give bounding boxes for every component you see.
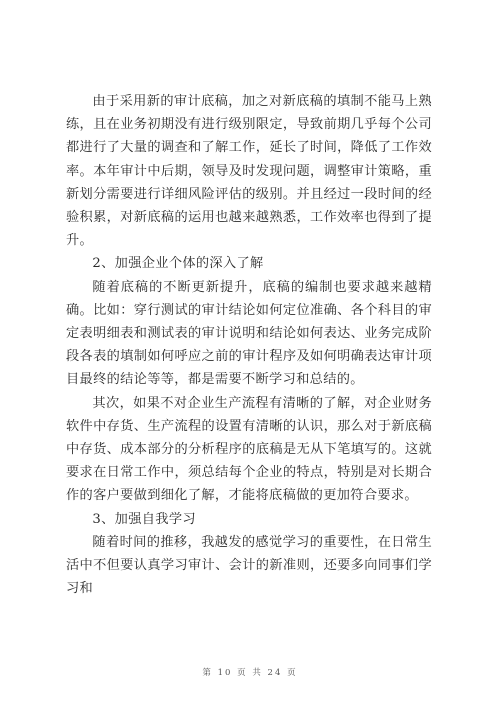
heading-section-2: 2、加强企业个体的深入了解 [92, 256, 264, 272]
document-body [66, 90, 432, 600]
paragraph-efficiency: 由于采用新的审计底稿，加之对新底稿的填制不能马上熟练，且在业务初期没有进行级别限定，导致前期几乎每个公司都进行了大量的调查和了解工作，延长了时间，降低了工作效率。本年审计中后期，领导及时发现问题，调整审计策略，重新划分需要进行详细风险评估的级别。并且经过一段时间的经验积累，对新底稿的运用也越来越熟悉，工作效率也得到了提升。 [66, 94, 432, 249]
heading-section-3: 3、加强自我学习 [92, 511, 196, 527]
page-number-footer: 第 10 页 共 24 页 [202, 668, 298, 678]
paragraph-production-process: 其次，如果不对企业生产流程有清晰的了解，对企业财务软件中存货、生产流程的设置有清晰的认识，那么对于新底稿中存货、成本部分的分析程序的底稿是无从下笔填写的。这就要求在日常工作中，须总结每个企业的特点，特别是对长期合作的客户要做到细化了解，才能将底稿做的更加符合要求。 [66, 395, 432, 504]
paragraph-workpaper-precision: 随着底稿的不断更新提升，底稿的编制也要求越来越精确。比如：穿行测试的审计结论如何定位准确、各个科目的审定表明细表和测试表的审计说明和结论如何表达、业务完成阶段各表的填制如何呼应之前的审计程序及如何明确表达审计项目最终的结论等等，都是需要不断学习和总结的。 [66, 279, 432, 388]
paragraph-self-study: 随着时间的推移，我越发的感觉学习的重要性，在日常生活中不但要认真学习审计、会计的新准则，还要多向同事们学习和 [66, 534, 432, 597]
